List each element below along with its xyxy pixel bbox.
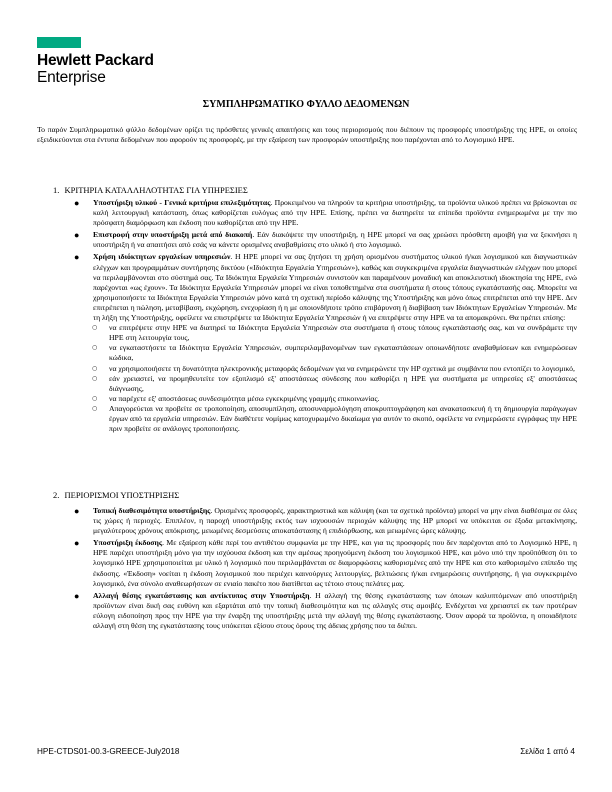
- section-number: 1.: [53, 185, 60, 195]
- bullet-icon: ●: [74, 538, 80, 549]
- item-text: . Ορισμένες προσφορές, χαρακτηριστικά και κάλυψη (και τα σχετικά προϊόντα) μπορεί να μην είναι διαθέσιμα σε όλες τις χώρες ή περιοχές. Επιπλέον, η παροχή υποστήριξης εκτός των ισχυουσών περιοχών κάλυψης της HP μπορεί να υπόκειται σε έξοδα μετακίνησης, μεγαλύτερους χρόνους απόκρισης, μειωμένες δεσμεύσεις αποκατάστασης ή επιδιόρθωσης, και μειωμένες ώρες κάλυψης.: [93, 506, 577, 536]
- document-title: ΣΥΜΠΛΗΡΩΜΑΤΙΚΟ ΦΥΛΛΟ ΔΕΔΟΜΕΝΩΝ: [202, 99, 410, 110]
- bullet-icon: ●: [74, 198, 80, 208]
- section-2-heading: [53, 490, 179, 500]
- logo-wordmark-line1: Hewlett Packard: [37, 52, 154, 69]
- section-1-heading: [53, 185, 248, 195]
- bullet-icon: ●: [74, 230, 80, 241]
- item-lead: Υποστήριξη έκδοσης: [93, 538, 163, 548]
- footer-document-id: HPE-CTDS01-00.3-GREECE-July2018: [37, 747, 180, 756]
- section-number: 2.: [53, 490, 60, 500]
- item-lead: Επιστροφή στην υποστήριξη μετά από διακοπή: [93, 230, 253, 240]
- sub-list: [93, 323, 577, 434]
- section-title: ΚΡΙΤΗΡΙΑ ΚΑΤΑΛΛΗΛΟΤΗΤΑΣ ΓΙΑ ΥΠΗΡΕΣΙΕΣ: [64, 185, 248, 195]
- hpe-logo-bar: [37, 37, 81, 48]
- list-item: [74, 198, 577, 228]
- section-title: ΠΕΡΙΟΡΙΣΜΟΙ ΥΠΟΣΤΗΡΙΞΗΣ: [64, 490, 180, 500]
- sub-list-item: ○ να παρέχετε εξ' αποστάσεως συνδεσιμότητα μέσω εγκεκριμένης γραμμής επικοινωνίας.: [92, 393, 380, 403]
- bullet-icon: ●: [74, 506, 80, 516]
- list-item: [74, 538, 577, 588]
- item-text: . Εάν διακόψετε την υποστήριξη, η HPE μπορεί να σας χρεώσει πρόσθετη αμοιβή για να ξεκινήσει η υποστήριξη ή να απαιτήσει από εσάς να κάνετε ορισμένες αναβαθμίσεις στο υλικό ή στο λογισμικό.: [93, 230, 577, 250]
- bullet-icon: ●: [74, 590, 80, 601]
- sub-list-item: ○ να επιτρέψετε στην HPE να διατηρεί τα Ιδιόκτητα Εργαλεία Υπηρεσιών στα συστήματα ή στους τόπους εγκατάστασής σας, και να συνδράμετε την HPE στη λειτουργία τους,: [92, 323, 577, 343]
- item-lead: Αλλαγή θέσης εγκατάστασης και αντίκτυπος στην Υποστήριξη: [93, 590, 310, 600]
- list-item: [74, 590, 577, 631]
- logo-wordmark-line2: Enterprise: [37, 69, 106, 86]
- item-text: . Η αλλαγή της θέσης εγκατάστασης των όποιων καλυπτόμενων από υποστήριξη προϊόντων είναι δική σας ευθύνη και εξαρτάται από την τοπική διαθεσιμότητα και τις αλλαγές στις αμοιβές. Ενδέχεται να χρειαστεί εκ των προτέρων εύλογη ειδοποίηση προς την HPE για την έναρξη της υποστήριξης μετά την αλλαγή της θέσης εγκατάστασης. Όσον αφορά τα προϊόντα, η οποιαδήποτε αλλαγή στη θέση της εγκατάστασης τους υπόκειται εξίσου στους όρους της άδειας χρήσης που τα διέπει.: [93, 590, 577, 631]
- item-lead: Υποστήριξη υλικού - Γενικά κριτήρια επιλεξιμότητας: [93, 198, 271, 207]
- circle-bullet-icon: ○: [92, 394, 98, 402]
- sub-list-item: ○ Απαγορεύεται να προβείτε σε τροποποίηση, αποσυμπίληση, αποσυναρμολόγηση αποκρυπτογράφηση και ανακατασκευή ή τη δημιουργία παράγωγων έργων από τα εργαλεία υπηρεσιών. Εάν διαθέτετε νομίμως κατοχυρωμένο δικαίωμα για αυτόν το σκοπό, οφείλετε να ενημερώσετε εγγράφως την HPE πριν προβείτε σε ανάλογες τροποποιήσεις.: [92, 403, 577, 434]
- intro-paragraph: Το παρόν Συμπληρωματικό φύλλο δεδομένων ορίζει τις πρόσθετες γενικές απαιτήσεις και τους περιορισμούς που διέπουν τις προσφορές υποστήριξης της HPE, οι οποίες εξειδικεύονται στα έντυπα δεδομένων που αφορούν τις προσφορές, με την εξαίρεση των προσφορών υποστήριξης που παρέχονται από το Λογισμικό HPE.: [37, 125, 577, 145]
- footer-page-number: Σελίδα 1 από 4: [520, 747, 575, 756]
- item-text: . Η HPE μπορεί να σας ζητήσει τη χρήση ορισμένου συστήματος υλικού ή/και λογισμικού και διαγνωστικών ελέγχων και προγραμμάτων συντήρησης δικτύου («Ιδιόκτητα Εργαλεία Υπηρεσιών»), καθώς και συγκεκριμένα εργαλεία διαγνωστικών ελέγχων που μπορεί να περιλαμβάνονται στο σύστημά σας. Τα Ιδιόκτητα Εργαλεία Υπηρεσιών συνιστούν και παραμένουν μοναδική και αποκλειστική ιδιοκτησία της HPE, ενώ παρέχονται «ως έχουν». Τα Ιδιόκτητα Εργαλεία Υπηρεσιών μπορεί να είναι τοποθετημένα στα συστήματα ή στους τόπους εγκατάστασής σας. Μπορείτε να χρησιμοποιήσετε τα Ιδιόκτητα Εργαλεία Υπηρεσιών μόνο κατά τη σχετική περίοδο κάλυψης της Υποστήριξης και μόνο όπως επιτρέπεται από την HPE. Δεν επιτρέπεται η πώληση, μεταβίβαση, εκχώρηση, ενεχυρίαση ή η με οποιονδήποτε τρόπο επιβάρυνση ή διαβίβαση των Ιδιόκτητων Εργαλείων Υπηρεσιών. Με τη λήξη της Υποστήριξης, οφείλετε να επιστρέψετε τα Ιδιόκτητα Εργαλεία Υπηρεσιών ή να επιτρέψετε στην HPE να τα απομακρύνει. Θα πρέπει επίσης:: [93, 252, 578, 323]
- circle-bullet-icon: ○: [92, 364, 98, 372]
- item-lead: Τοπική διαθεσιμότητα υποστήριξης: [93, 506, 211, 515]
- item-text: . Με εξαίρεση κάθε περί του αντιθέτου συμφωνία με την HPE, και για τις προσφορές που δεν παρέχονται από το Λογισμικό HPE, η HPE παρέχει υποστήριξη μόνο για την ισχύουσα έκδοση και την αμέσως προηγούμενη έκδοση του λογισμικού HPE, και μόνο υπό την προϋπόθεση ότι το λογισμικό HPE χρησιμοποιείται με υλικό ή λογισμικό που περιλαμβάνεται σε διαμορφώσεις καθορισμένες από την HPE και στο καθορισμένο επίπεδο της έκδοσης. «Έκδοση» νοείται η έκδοση λογισμικού που περιέχει καινούργιες λειτουργίες, βελτιώσεις ή/και ενημερώσεις συντήρησης, ή για συγκεκριμένο λογισμικό, ένα σύνολο αναθεωρήσεων σε ενιαίο πακέτο που διατίθεται ως τέτοιο στους πελάτες μας.: [93, 538, 577, 588]
- item-text: . Προκειμένου να πληρούν τα κριτήρια υποστήριξης, τα προϊόντα υλικού πρέπει να βρίσκονται σε καλή λειτουργική κατάσταση, όπως καθορίζεται ευλόγως από την HPE. Επίσης, πρέπει να διατηρείτε τα επίπεδα προϊόντα ενημερωμένα με την πιο πρόσφατη διαμόρφωση και έκδοση που καθορίζεται από την HPE.: [93, 198, 577, 228]
- list-item: [74, 252, 578, 434]
- circle-bullet-icon: ○: [92, 374, 98, 382]
- item-lead: Χρήση ιδιόκτητων εργαλείων υπηρεσιών: [93, 252, 231, 262]
- list-item: [74, 506, 577, 536]
- bullet-icon: ●: [74, 252, 80, 263]
- section-1-list: [74, 198, 578, 436]
- circle-bullet-icon: ○: [92, 404, 98, 412]
- circle-bullet-icon: ○: [92, 344, 98, 352]
- sub-list-item: ○ να χρησιμοποιήσετε τη δυνατότητα ηλεκτρονικής μεταφοράς δεδομένων για να ενημερώνετε την HP σχετικά με συμβάντα που εντοπίζει το λογισμικό,: [92, 363, 575, 373]
- sub-list-item: ○ να εγκαταστήσετε τα Ιδιόκτητα Εργαλεία Υπηρεσιών, συμπεριλαμβανομένων των εγκαταστάσεων οποιωνδήποτε αναβαθμίσεων και ενημερώσεων κώδικα,: [92, 343, 577, 363]
- sub-list-item: ○ εάν χρειαστεί, να προμηθευτείτε τον εξοπλισμό εξ' αποστάσεως σύνδεσης που καθορίζει η HPE για συστήματα με υπηρεσίες εξ' αποστάσεως διάγνωσης,: [92, 373, 577, 393]
- section-2-list: [74, 506, 577, 633]
- circle-bullet-icon: ○: [92, 324, 98, 332]
- list-item: [74, 230, 577, 250]
